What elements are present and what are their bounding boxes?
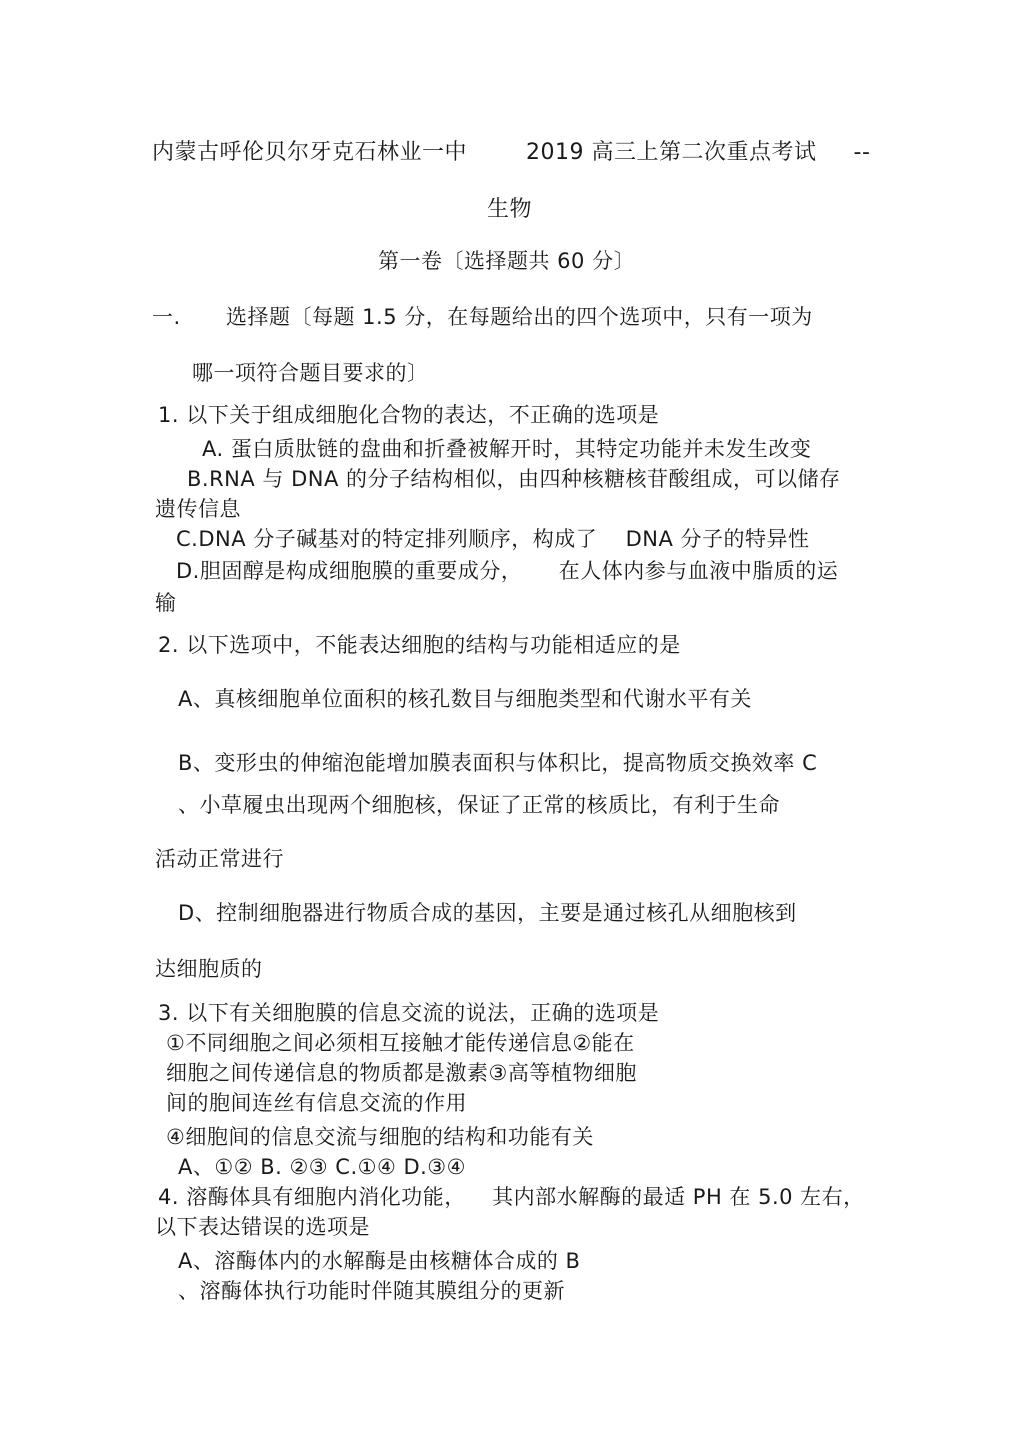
question-3-text: 以下有关细胞膜的信息交流的说法，正确的选项是 xyxy=(186,1001,660,1025)
question-2-number: 2. xyxy=(158,633,180,657)
question-1-option-a: A. 蛋白质肽链的盘曲和折叠被解开时，其特定功能并未发生改变 xyxy=(202,437,812,461)
section-title: 第一卷〔选择题共 60 分〕 xyxy=(378,249,636,273)
question-1-option-c-part1: C.DNA 分子碱基对的特定排列顺序，构成了 xyxy=(176,527,598,551)
question-2-option-d-cont: 达细胞质的 xyxy=(155,957,263,981)
question-4-option-a: A、溶酶体内的水解酶是由核糖体合成的 B xyxy=(178,1249,581,1273)
school-name: 内蒙古呼伦贝尔牙克石林业一中 xyxy=(152,140,468,165)
question-1-option-b: B.RNA 与 DNA 的分子结构相似，由四种核糖核苷酸组成，可以储存 xyxy=(187,467,841,491)
question-1-option-c-part2: DNA 分子的特异性 xyxy=(625,527,810,551)
question-2-option-c: 、小草履虫出现两个细胞核，保证了正常的核质比，有利于生命 xyxy=(178,793,780,817)
question-1-option-c xyxy=(176,526,810,552)
question-2-option-b: B、变形虫的伸缩泡能增加膜表面积与体积比，提高物质交换效率 C xyxy=(178,751,818,775)
document-title xyxy=(152,140,870,166)
question-3-number: 3. xyxy=(158,1001,180,1025)
part-number: 一. xyxy=(152,305,181,329)
question-4-stem xyxy=(158,1184,865,1210)
question-1-text: 以下关于组成细胞化合物的表达，不正确的选项是 xyxy=(186,403,660,427)
part-instruction-line-1: 选择题〔每题 1.5 分，在每题给出的四个选项中，只有一项为 xyxy=(226,305,813,329)
question-1-option-d xyxy=(176,558,838,584)
question-1-option-d-cont: 输 xyxy=(155,591,177,615)
question-2-option-a: A、真核细胞单位面积的核孔数目与细胞类型和代谢水平有关 xyxy=(178,687,752,711)
question-3-statement-line-1: ①不同细胞之间必须相互接触才能传递信息②能在 xyxy=(166,1031,635,1055)
question-1-option-d-part2: 在人体内参与血液中脂质的运 xyxy=(558,559,839,583)
subject-title: 生物 xyxy=(487,197,533,222)
question-3-stem xyxy=(158,1000,659,1026)
question-1-number: 1. xyxy=(158,403,180,427)
question-4-text-cont: 其内部水解酶的最适 PH 在 5.0 左右， xyxy=(492,1185,865,1209)
question-1-stem xyxy=(158,402,659,428)
question-3-statement-line-3: 间的胞间连丝有信息交流的作用 xyxy=(166,1091,467,1115)
question-3-options: A、①② B. ②③ C.①④ D.③④ xyxy=(178,1155,466,1179)
question-3-statement-line-4: ④细胞间的信息交流与细胞的结构和功能有关 xyxy=(166,1125,594,1149)
exam-name: 2019 高三上第二次重点考试 xyxy=(526,140,817,165)
question-4-stem-cont: 以下表达错误的选项是 xyxy=(155,1215,370,1239)
question-4-number: 4. xyxy=(158,1185,180,1209)
question-3-statement-line-2: 细胞之间传递信息的物质都是激素③高等植物细胞 xyxy=(166,1061,637,1085)
title-dash: -- xyxy=(853,140,871,165)
question-2-option-c-cont: 活动正常进行 xyxy=(155,847,284,871)
question-2-option-d: D、控制细胞器进行物质合成的基因，主要是通过核孔从细胞核到 xyxy=(178,901,797,925)
question-4-option-b: 、溶酶体执行功能时伴随其膜组分的更新 xyxy=(178,1279,565,1303)
question-2-text: 以下选项中，不能表达细胞的结构与功能相适应的是 xyxy=(186,633,681,657)
question-2-stem xyxy=(158,632,681,658)
question-4-text: 溶酶体具有细胞内消化功能， xyxy=(186,1185,466,1209)
part-instruction-line-2: 哪一项符合题目要求的〕 xyxy=(192,361,429,385)
question-1-option-b-cont: 遗传信息 xyxy=(155,497,241,521)
question-1-option-d-part1: D.胆固醇是构成细胞膜的重要成分， xyxy=(176,559,523,583)
